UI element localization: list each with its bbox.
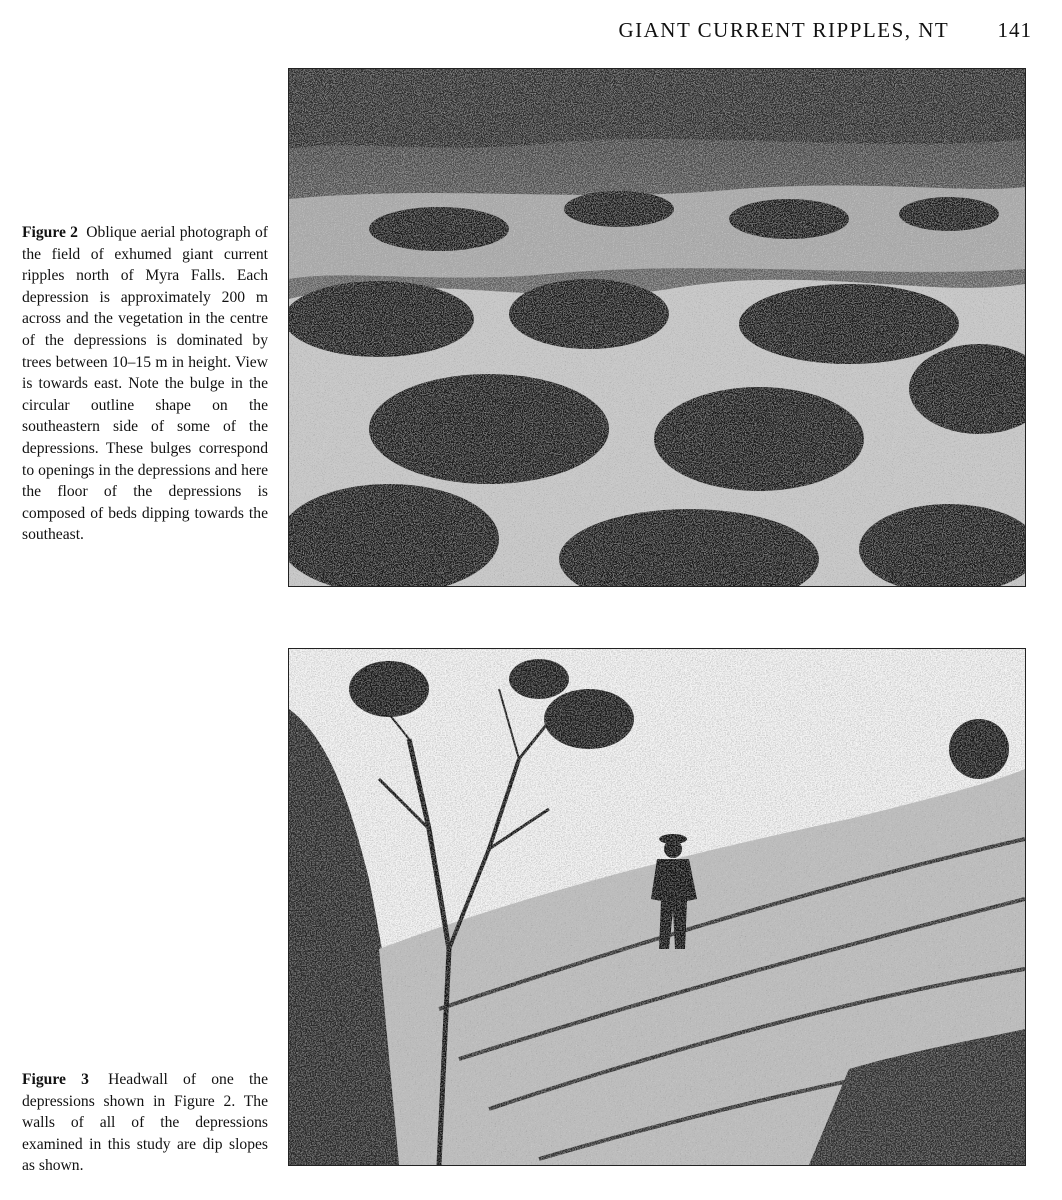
headwall-photo-illustration — [289, 649, 1025, 1165]
figure-2-caption — [22, 222, 268, 546]
aerial-photo-illustration — [289, 69, 1025, 586]
figure-2-label: Figure 2 — [22, 224, 78, 241]
figure-3-caption-text: Headwall of one the depressions shown in Figure 2. The walls of all of the depressions examined in this study are dip slopes as shown. — [22, 1071, 268, 1175]
figure-2-caption-text: Oblique aerial photograph of the field of exhumed giant current ripples north of Myra Falls. Each depression is approximately 200 m across and the vegetation in the centre of the depressions is dominated by trees between 10–15 m in height. View is towards east. Note the bulge in the circular outline shape on the southeastern side of some of the depressions. These bulges correspond to openings in the depressions and here the floor of the depressions is composed of beds dipping towards the southeast. — [22, 224, 268, 544]
page-number: 141 — [997, 18, 1032, 42]
figure-3-caption — [22, 1069, 268, 1177]
figure-3-label: Figure 3 — [22, 1071, 89, 1088]
running-head — [618, 18, 1032, 43]
figure-3-headwall-photo — [288, 648, 1026, 1166]
figure-2-aerial-photo — [288, 68, 1026, 587]
running-title: GIANT CURRENT RIPPLES, NT — [618, 18, 950, 42]
